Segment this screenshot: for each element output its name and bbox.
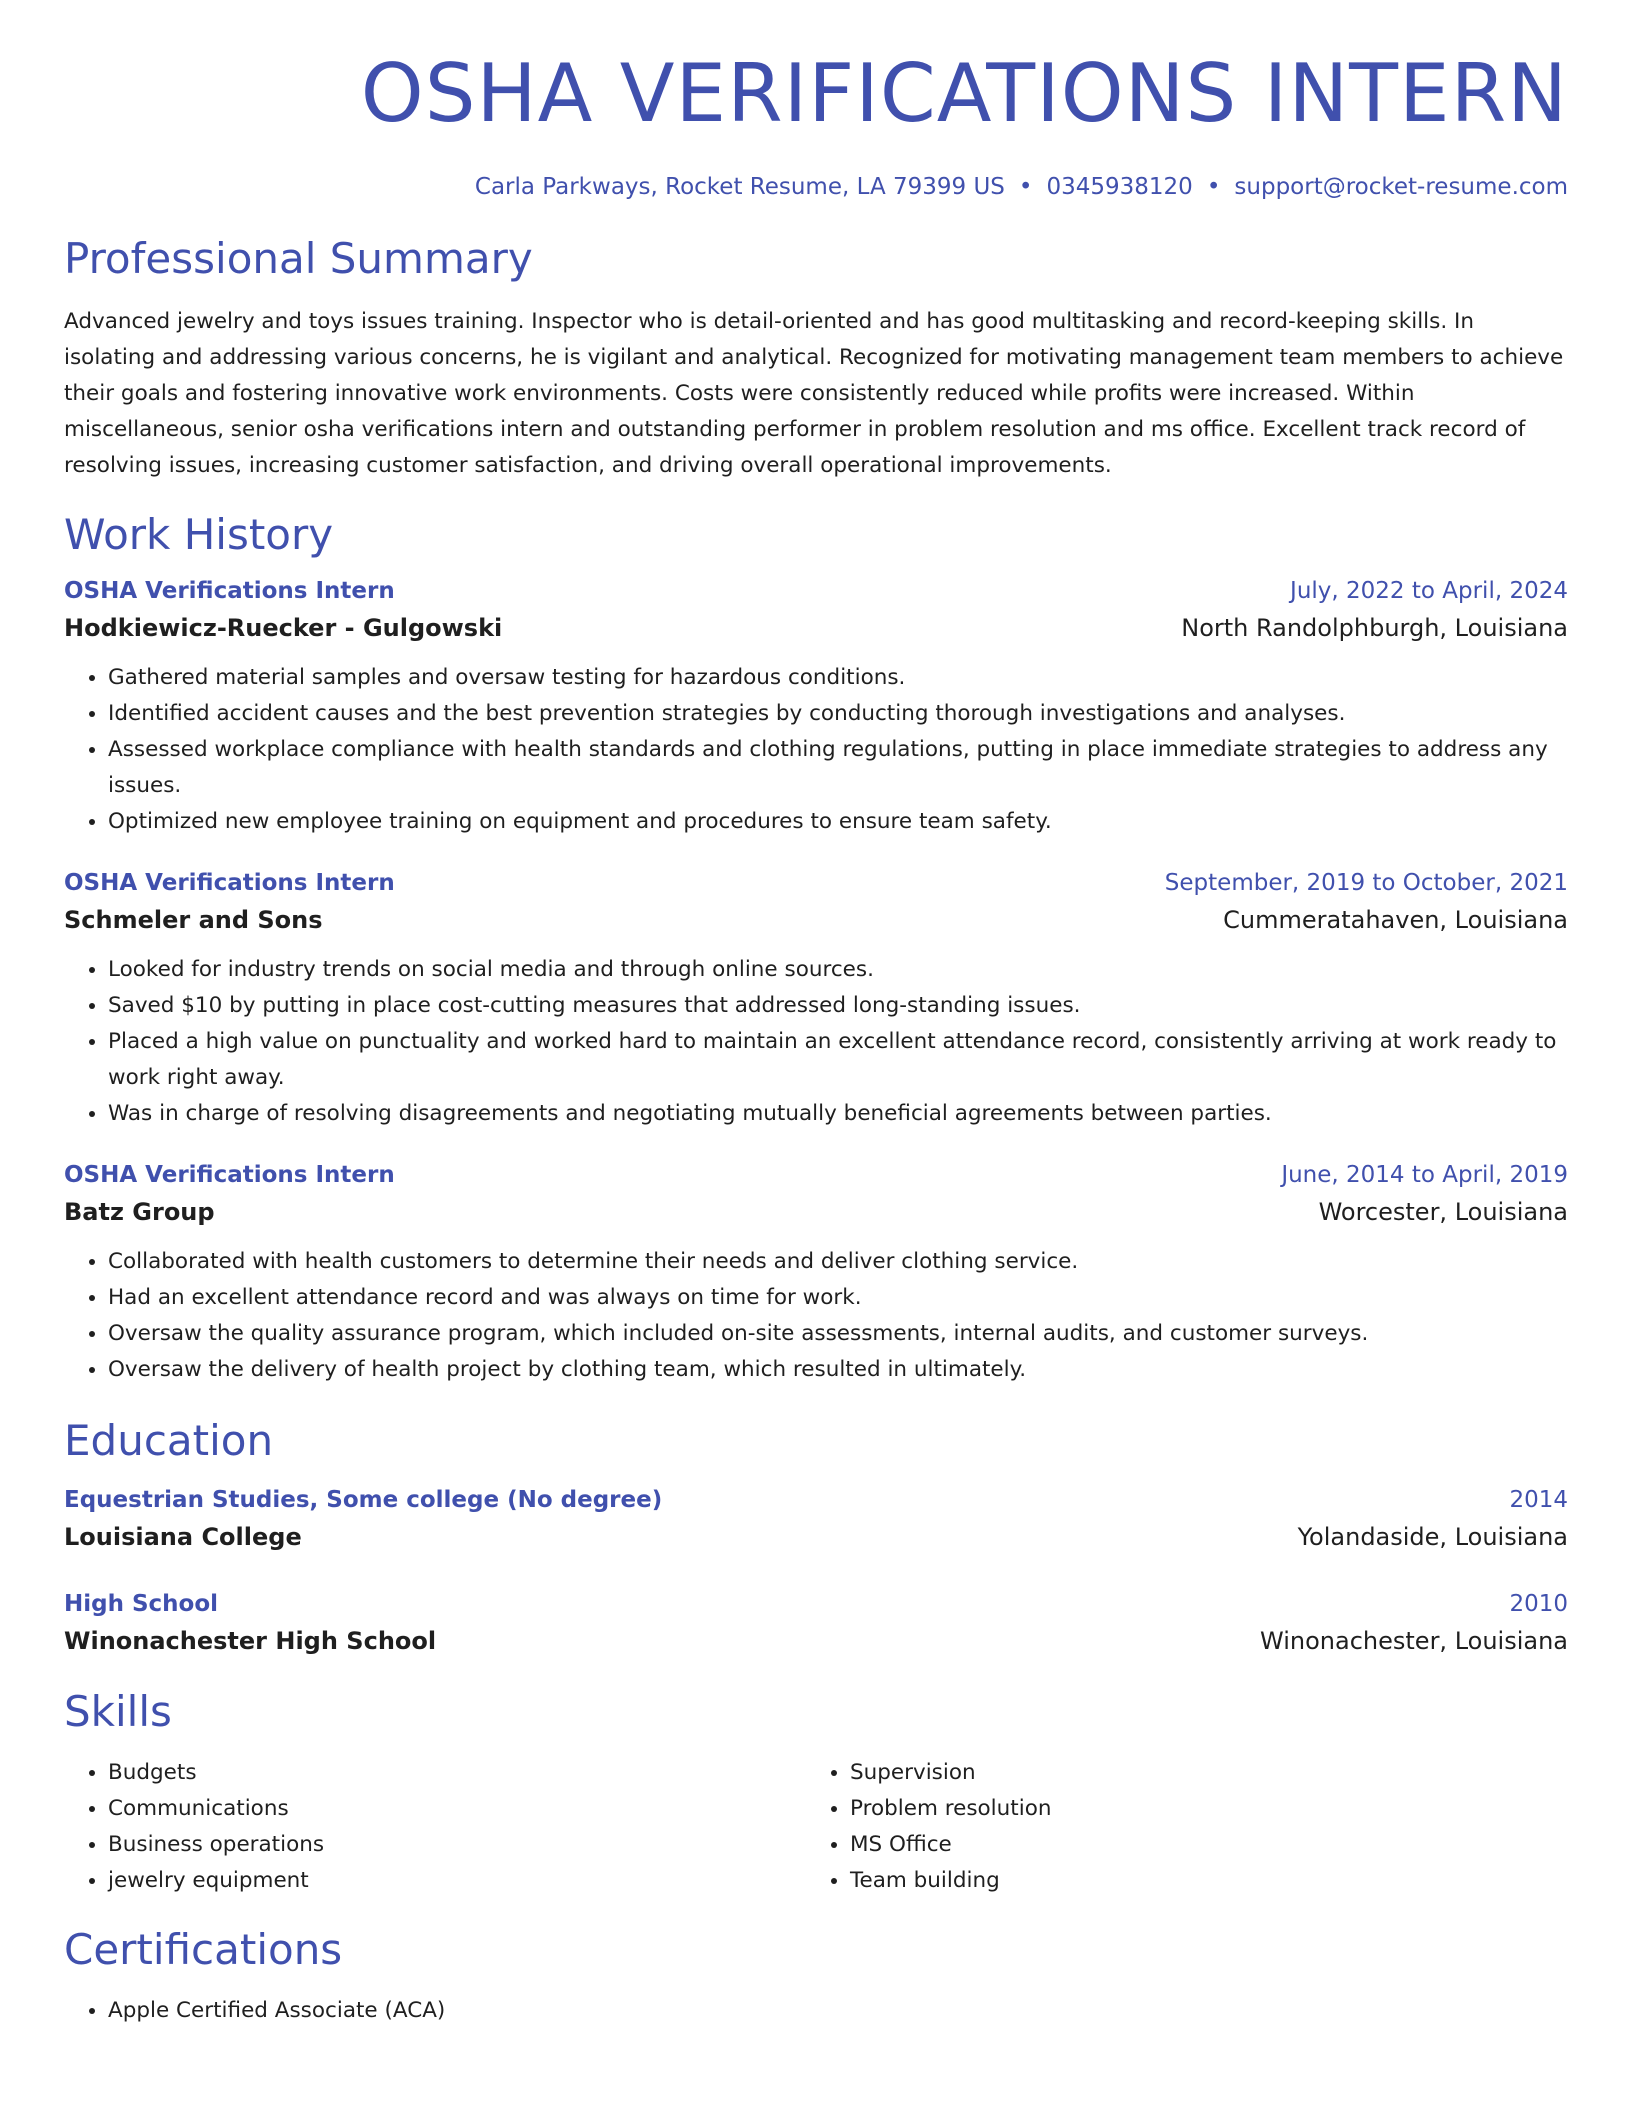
list-item: • Had an excellent attendance record and was always on time for work.	[108, 1280, 1568, 1316]
list-item: • Assessed workplace compliance with health standards and clothing regulations, putting in place immediate strategies to address any issues.	[108, 732, 1568, 804]
school-name: Louisiana College	[64, 1522, 302, 1551]
job-dates: July, 2022 to April, 2024	[1290, 578, 1568, 605]
skills-heading: Skills	[64, 1686, 172, 1736]
job-entry	[64, 1162, 1568, 1388]
certifications-heading: Certifications	[64, 1924, 343, 1974]
job-title: OSHA Verifications Intern	[64, 1162, 395, 1189]
contact-line	[64, 174, 1568, 200]
job-company: Batz Group	[64, 1198, 215, 1227]
job-bullets	[64, 1244, 1568, 1388]
contact-email: support@rocket-resume.com	[1234, 174, 1568, 200]
list-item: • Optimized new employee training on equipment and procedures to ensure team safety.	[108, 804, 1568, 840]
skill-item: • jewelry equipment	[108, 1863, 806, 1899]
skill-item: • Budgets	[108, 1755, 806, 1791]
list-item: • Placed a high value on punctuality and worked hard to maintain an excellent attendance record, consistently arriving at work ready to work right away.	[108, 1024, 1568, 1096]
list-item: • Oversaw the delivery of health project by clothing team, which resulted in ultimately.	[108, 1352, 1568, 1388]
certifications-list	[64, 1993, 1568, 2029]
skill-item: • Business operations	[108, 1827, 806, 1863]
list-item: • Looked for industry trends on social media and through online sources.	[108, 952, 1568, 988]
list-item: • Was in charge of resolving disagreements and negotiating mutually beneficial agreements between parties.	[108, 1096, 1568, 1132]
job-title: OSHA Verifications Intern	[64, 578, 395, 605]
contact-separator: •	[1018, 174, 1033, 200]
job-entry	[64, 578, 1568, 840]
school-name: Winonachester High School	[64, 1626, 437, 1655]
skill-item: • MS Office	[850, 1827, 1548, 1863]
skills-column-left	[64, 1755, 806, 1899]
job-bullets	[64, 952, 1568, 1132]
education-heading: Education	[64, 1416, 274, 1466]
skill-item: • Communications	[108, 1791, 806, 1827]
degree-title: High School	[64, 1590, 219, 1617]
list-item: • Collaborated with health customers to determine their needs and deliver clothing service.	[108, 1244, 1568, 1280]
certification-item: • Apple Certified Associate (ACA)	[108, 1993, 1568, 2029]
education-year: 2010	[1509, 1590, 1568, 1617]
contact-separator: •	[1206, 174, 1221, 200]
skill-item: • Team building	[850, 1863, 1548, 1899]
job-dates: September, 2019 to October, 2021	[1164, 870, 1568, 897]
list-item: • Saved $10 by putting in place cost-cutting measures that addressed long-standing issues.	[108, 988, 1568, 1024]
job-location: Worcester, Louisiana	[1318, 1198, 1568, 1227]
summary-heading: Professional Summary	[64, 234, 533, 283]
degree-title: Equestrian Studies, Some college (No degree)	[64, 1486, 663, 1513]
summary-text: Advanced jewelry and toys issues training. Inspector who is detail-oriented and has good multitasking and record-keeping skills. In isolating and addressing various concerns, he is vigilant and analytical. Recognized for motivating management team members to achieve their goals and fostering innovative work environments. Costs were consistently reduced while profits were increased. Within miscellaneous, senior osha verifications intern and outstanding performer in problem resolution and ms office. Excellent track record of resolving issues, increasing customer satisfaction, and driving overall operational improvements.	[64, 309, 1564, 479]
skills-column-right	[806, 1755, 1548, 1899]
education-year: 2014	[1509, 1486, 1568, 1513]
contact-address: Carla Parkways, Rocket Resume, LA 79399 US	[474, 174, 1005, 200]
job-dates: June, 2014 to April, 2019	[1281, 1162, 1568, 1189]
job-title: OSHA Verifications Intern	[64, 870, 395, 897]
skill-item: • Problem resolution	[850, 1791, 1548, 1827]
list-item: • Gathered material samples and oversaw testing for hazardous conditions.	[108, 660, 1568, 696]
education-entry	[64, 1591, 1568, 1655]
skills-list	[64, 1755, 1568, 1899]
job-company: Schmeler and Sons	[64, 906, 323, 935]
job-entry	[64, 870, 1568, 1132]
candidate-name: OSHA VERIFICATIONS INTERN	[360, 47, 1568, 140]
job-location: North Randolphburgh, Louisiana	[1181, 614, 1568, 643]
list-item: • Oversaw the quality assurance program, which included on-site assessments, internal audits, and customer surveys.	[108, 1316, 1568, 1352]
job-bullets	[64, 660, 1568, 840]
work-history-heading: Work History	[64, 510, 334, 560]
skill-item: • Supervision	[850, 1755, 1548, 1791]
contact-phone: 0345938120	[1046, 174, 1193, 200]
job-location: Cummeratahaven, Louisiana	[1223, 906, 1568, 935]
school-location: Yolandaside, Louisiana	[1297, 1522, 1568, 1551]
list-item: • Identified accident causes and the best prevention strategies by conducting thorough investigations and analyses.	[108, 696, 1568, 732]
education-entry	[64, 1487, 1568, 1551]
school-location: Winonachester, Louisiana	[1260, 1626, 1568, 1655]
job-company: Hodkiewicz-Ruecker - Gulgowski	[64, 614, 503, 643]
